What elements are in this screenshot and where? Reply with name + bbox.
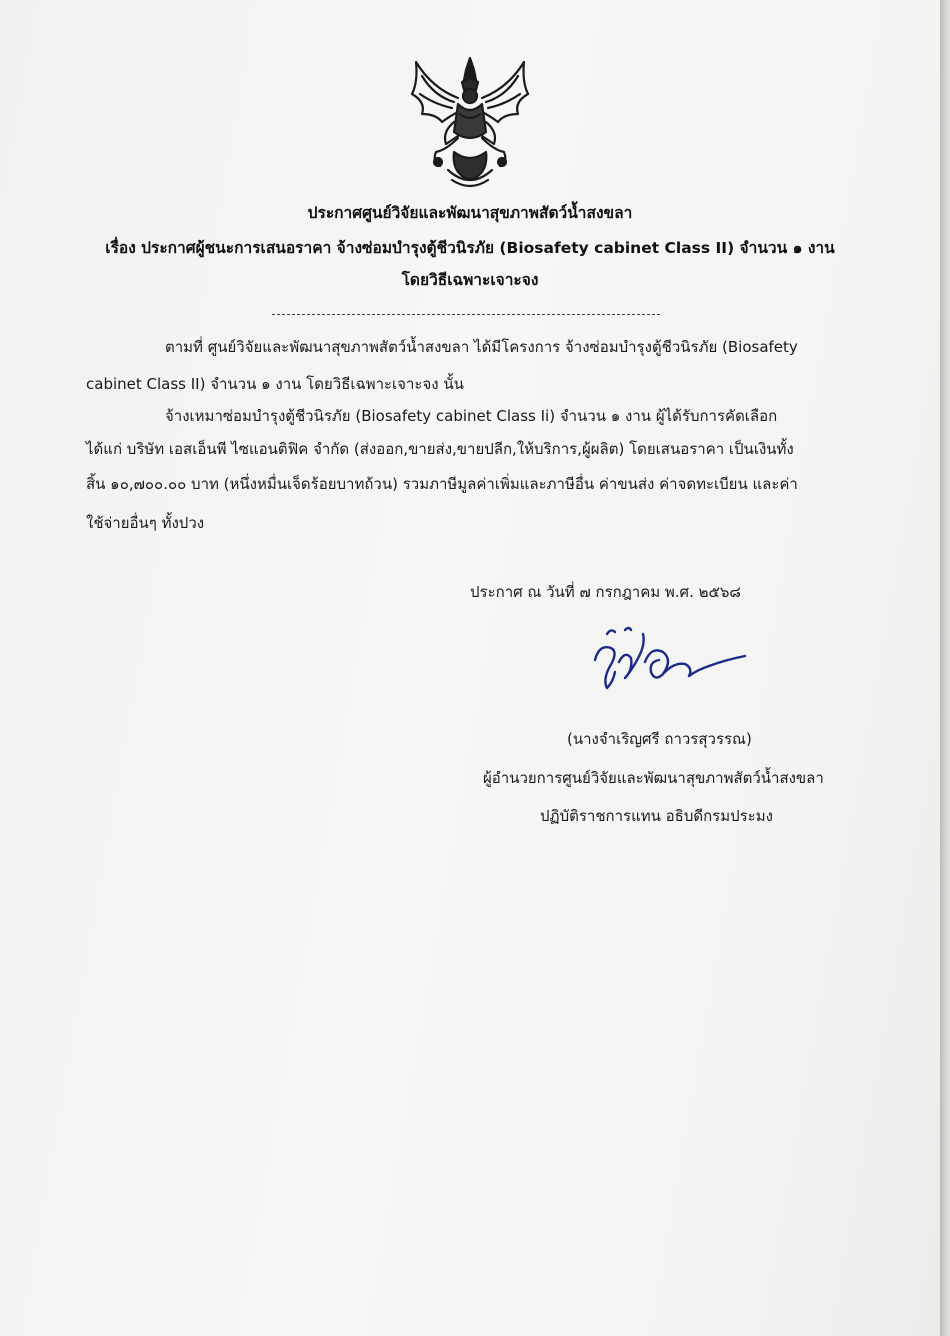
signer-name: (นางจำเริญศรี ถาวรสุวรรณ): [567, 730, 752, 748]
page-edge: [940, 0, 950, 1336]
paragraph-2-line-3: สิ้น ๑๐,๗๐๐.๐๐ บาท (หนึ่งหมื่นเจ็ดร้อยบาทถ้วน) รวมภาษีมูลค่าเพิ่มและภาษีอื่น ค่าขนส่ง ค่าจดทะเบียน และค่า: [86, 475, 798, 493]
section-divider: [272, 314, 660, 315]
document-title: ประกาศศูนย์วิจัยและพัฒนาสุขภาพสัตว์น้ำสงขลา: [307, 204, 633, 222]
document-subject: เรื่อง ประกาศผู้ชนะการเสนอราคา จ้างซ่อมบำรุงตู้ชีวนิรภัย (Biosafety cabinet Class II) จำนวน ๑ งาน: [105, 239, 835, 257]
garuda-emblem-icon: [402, 52, 538, 192]
handwritten-signature-icon: [585, 622, 750, 697]
paragraph-2-line-1: จ้างเหมาซ่อมบำรุงตู้ชีวนิรภัย (Biosafety cabinet Class Ii) จำนวน ๑ งาน ผู้ได้รับการคัดเลือก: [165, 407, 778, 425]
paragraph-1-line-2: cabinet Class II) จำนวน ๑ งาน โดยวิธีเฉพาะเจาะจง นั้น: [86, 375, 464, 393]
paragraph-1-line-1: ตามที่ ศูนย์วิจัยและพัฒนาสุขภาพสัตว์น้ำสงขลา ได้มีโครงการ จ้างซ่อมบำรุงตู้ชีวนิรภัย (Biosafety: [165, 338, 798, 356]
paragraph-2-line-2: ได้แก่ บริษัท เอสเอ็นพี ไซแอนติฟิค จำกัด (ส่งออก,ขายส่ง,ขายปลีก,ให้บริการ,ผู้ผลิต) โดยเสนอราคา เป็นเงินทั้ง: [86, 440, 794, 458]
procurement-method: โดยวิธีเฉพาะเจาะจง: [401, 271, 539, 289]
signer-position: ผู้อำนวยการศูนย์วิจัยและพัฒนาสุขภาพสัตว์น้ำสงขลา: [483, 769, 824, 787]
announcement-date: ประกาศ ณ วันที่ ๗ กรกฎาคม พ.ศ. ๒๕๖๘: [470, 583, 741, 601]
paragraph-2-line-4: ใช้จ่ายอื่นๆ ทั้งปวง: [86, 514, 205, 532]
signer-acting-title: ปฏิบัติราชการแทน อธิบดีกรมประมง: [540, 807, 773, 825]
